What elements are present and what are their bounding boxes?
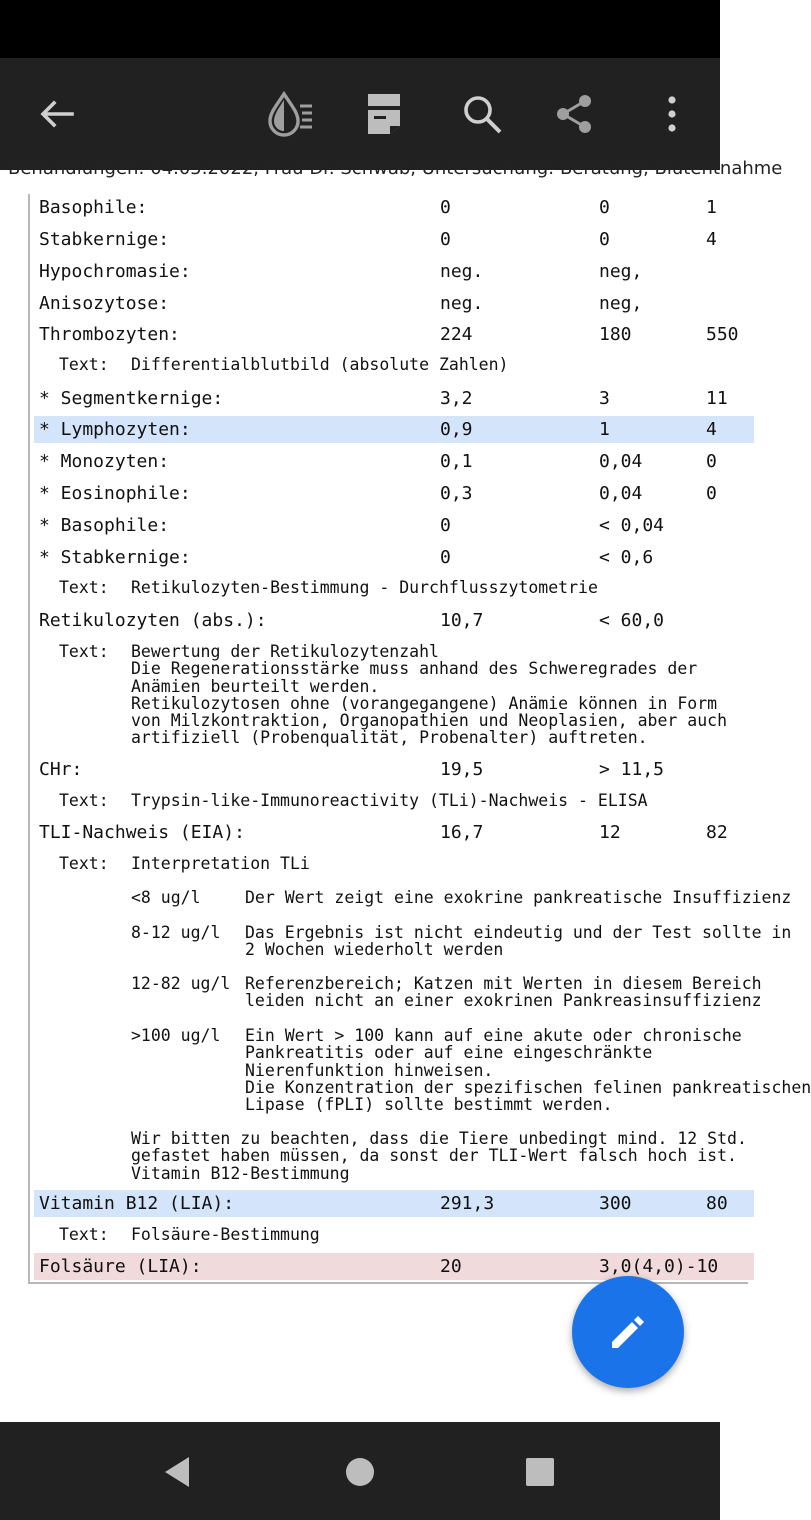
text-folsaeure: Folsäure-Bestimmung	[131, 1225, 320, 1244]
interp-range: 8-12 ug/l	[131, 923, 221, 942]
top-toolbar	[0, 58, 720, 170]
result-label: TLI-Nachweis (EIA):	[39, 822, 245, 843]
interp-desc: Ein Wert > 100 kann auf eine akute oder chronische Pankreatitis oder auf eine eingeschränkte Nierenfunktion hinweisen. Die Konzentration der spezifischen felinen pankreatischen Lipase (fPLI) sollte bestimmt werden.	[245, 1026, 811, 1115]
result-value: 3,2	[440, 388, 473, 409]
result-label: Anisozytose:	[39, 293, 170, 314]
result-label: Hypochromasie:	[39, 261, 191, 282]
result-value: neg.	[440, 293, 484, 314]
text-prefix: Text:	[59, 1225, 109, 1244]
result-value: 0,9	[440, 419, 473, 440]
result-label: * Basophile:	[39, 515, 170, 536]
result-row	[34, 321, 754, 348]
reference-min: 0	[599, 197, 610, 218]
more-options-icon[interactable]	[642, 84, 702, 144]
interp-desc: Referenzbereich; Katzen mit Werten in diesem Bereich leiden nicht an einer exokrinen Pankreasinsuffizienz	[245, 974, 762, 1011]
result-row-highlighted	[34, 1253, 754, 1280]
result-label: * Stabkernige:	[39, 547, 191, 568]
reference-min: 12	[599, 822, 621, 843]
reference-min: > 11,5	[599, 759, 665, 780]
reference-min: 3	[599, 388, 610, 409]
reference-max: 11	[706, 388, 728, 409]
result-row	[34, 258, 754, 285]
reference-min: neg,	[599, 293, 643, 314]
result-label: CHr:	[39, 759, 83, 780]
reference-min: 0,04	[599, 451, 643, 472]
interp-desc: Das Ergebnis ist nicht eindeutig und der Test sollte in 2 Wochen wiederholt werden	[245, 923, 792, 960]
result-label: Retikulozyten (abs.):	[39, 610, 267, 631]
result-row	[34, 607, 754, 634]
result-label: * Lymphozyten:	[39, 419, 191, 440]
text-differential: Differentialblutbild (absolute Zahlen)	[131, 355, 509, 374]
status-bar	[0, 0, 720, 58]
result-row-highlighted	[34, 1190, 754, 1217]
search-icon[interactable]	[452, 84, 512, 144]
reference-min: 0	[599, 229, 610, 250]
text-interpretation: Interpretation TLi	[131, 854, 310, 873]
result-row	[34, 448, 754, 475]
reference-min: 0,04	[599, 483, 643, 504]
reference-max: 0	[706, 483, 717, 504]
result-label: * Segmentkernige:	[39, 388, 224, 409]
reference-min: 3,0(4,0)-10	[599, 1256, 719, 1277]
result-value: 20	[440, 1256, 462, 1277]
text-note: Wir bitten zu beachten, dass die Tiere unbedingt mind. 12 Std. gefastet haben müssen, da sonst der TLI-Wert falsch hoch ist. Vitamin B12-Bestimmung	[131, 1129, 747, 1183]
reference-min: 1	[599, 419, 610, 440]
text-prefix: Text:	[59, 578, 109, 597]
nav-home-icon[interactable]	[332, 1444, 388, 1500]
reference-max: 4	[706, 419, 717, 440]
text-prefix: Text:	[59, 791, 109, 810]
text-tli: Trypsin-like-Immunoreactivity (TLi)-Nachweis - ELISA	[131, 791, 648, 810]
result-row	[34, 512, 754, 539]
result-value: 0	[440, 547, 451, 568]
result-label: Folsäure (LIA):	[39, 1256, 202, 1277]
interp-desc: Der Wert zeigt eine exokrine pankreatische Insuffizienz	[245, 888, 792, 907]
result-row-highlighted	[34, 416, 754, 443]
result-value: 19,5	[440, 759, 484, 780]
text-prefix: Text:	[59, 355, 109, 374]
result-row	[34, 480, 754, 507]
result-value: 0	[440, 229, 451, 250]
system-navigation-bar	[0, 1422, 720, 1520]
result-label: Stabkernige:	[39, 229, 170, 250]
result-row	[34, 226, 754, 253]
result-row	[34, 544, 754, 571]
result-value: 10,7	[440, 610, 484, 631]
result-row	[34, 819, 754, 846]
share-icon[interactable]	[544, 84, 604, 144]
result-row	[34, 290, 754, 317]
result-value: 291,3	[440, 1193, 495, 1214]
result-row	[34, 756, 754, 783]
reference-max: 550	[706, 324, 739, 345]
nav-recents-icon[interactable]	[512, 1444, 568, 1500]
reference-min: neg,	[599, 261, 643, 282]
document-view[interactable]	[0, 158, 811, 1422]
result-value: 0,1	[440, 451, 473, 472]
reference-max: 4	[706, 229, 717, 250]
result-value: 16,7	[440, 822, 484, 843]
reference-min: 300	[599, 1193, 632, 1214]
nav-back-icon[interactable]	[150, 1444, 206, 1500]
edit-pencil-icon	[604, 1308, 652, 1356]
color-filter-icon[interactable]	[260, 84, 320, 144]
result-value: 0	[440, 515, 451, 536]
edit-fab-button[interactable]	[572, 1276, 684, 1388]
text-prefix: Text:	[59, 642, 109, 661]
reference-min: 180	[599, 324, 632, 345]
text-retikulo: Retikulozyten-Bestimmung - Durchflusszytometrie	[131, 578, 598, 597]
interp-range: >100 ug/l	[131, 1026, 221, 1045]
interp-range: <8 ug/l	[131, 888, 201, 907]
result-label: Vitamin B12 (LIA):	[39, 1193, 235, 1214]
result-label: * Eosinophile:	[39, 483, 191, 504]
result-label: Thrombozyten:	[39, 324, 180, 345]
reference-max: 82	[706, 822, 728, 843]
reference-min: < 0,04	[599, 515, 665, 536]
reference-min: < 0,6	[599, 547, 654, 568]
back-arrow-icon[interactable]	[26, 84, 86, 144]
reference-max: 80	[706, 1193, 728, 1214]
result-value: 224	[440, 324, 473, 345]
text-bewertung: Bewertung der Retikulozytenzahl Die Regenerationsstärke muss anhand des Schweregrades der Anämien beurteilt werden. Retikulozytosen ohne (vorangegangene) Anämie können in Form von Milzkontraktion, Organopathien und Neoplasien, aber auch artifiziell (Probenqualität, Probenalter) auftreten.	[131, 642, 728, 748]
reference-max: 1	[706, 197, 717, 218]
result-value: 0	[440, 197, 451, 218]
result-value: 0,3	[440, 483, 473, 504]
reference-max: 0	[706, 451, 717, 472]
cut-off-header-line: Behandlungen: 04.05.2022, Frau Dr. Schwab, Untersuchung: Beratung, Blutentnahme	[8, 158, 783, 179]
text-prefix: Text:	[59, 854, 109, 873]
page-view-icon[interactable]	[354, 84, 414, 144]
result-row	[34, 194, 754, 221]
reference-min: < 60,0	[599, 610, 665, 631]
result-label: Basophile:	[39, 197, 148, 218]
result-row	[34, 385, 754, 412]
result-label: * Monozyten:	[39, 451, 170, 472]
result-value: neg.	[440, 261, 484, 282]
lab-report-table	[28, 194, 811, 1284]
interp-range: 12-82 ug/l	[131, 974, 231, 993]
